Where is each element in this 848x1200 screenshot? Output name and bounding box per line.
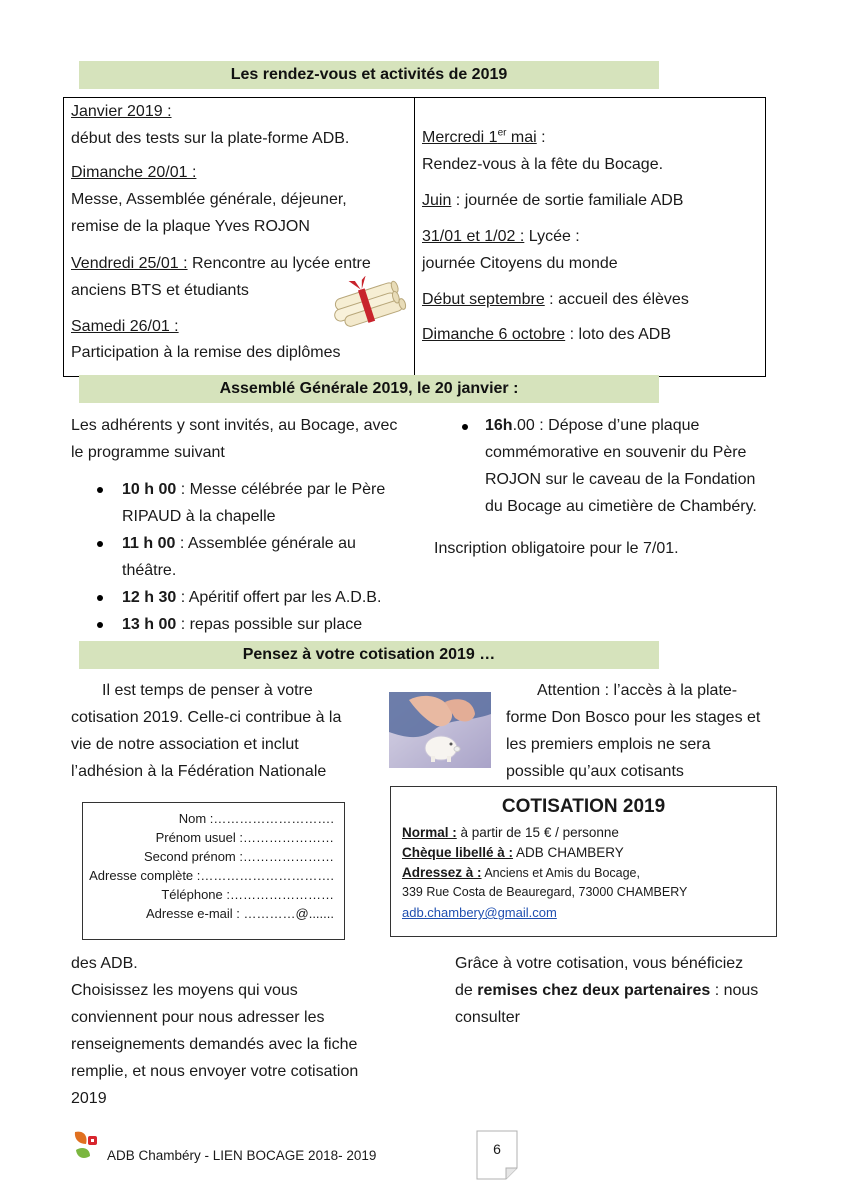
bullet-icon xyxy=(97,541,103,547)
program-time: 11 h 00 xyxy=(122,535,176,552)
intro-line: Les adhérents y sont invités, au Bocage, avec xyxy=(71,417,398,434)
cotisation-cheque xyxy=(402,843,624,862)
event-head-mai xyxy=(422,129,537,146)
para-line: Grâce à votre cotisation, vous bénéficiez xyxy=(455,955,744,972)
mai-sup: er xyxy=(497,127,507,139)
events-divider xyxy=(414,98,415,375)
para-line: consulter xyxy=(455,1009,520,1026)
program-list xyxy=(82,476,422,638)
program-item xyxy=(82,476,422,530)
para-line: remplie, et nous envoyer votre cotisation xyxy=(71,1063,359,1080)
diploma-scroll-icon xyxy=(326,276,410,328)
piggy-bank-photo xyxy=(389,692,491,768)
text-span: de xyxy=(455,982,478,999)
para-line: cotisation 2019. Celle-ci contribue à la xyxy=(71,709,342,726)
program-time-rest: .00 xyxy=(512,417,535,434)
program-text: : Apéritif offert par les A.D.B. xyxy=(176,589,382,606)
contact-form xyxy=(82,802,345,940)
event-head-lycee: 31/01 et 1/02 : xyxy=(422,228,525,245)
event-head-janvier: Janvier 2019 : xyxy=(71,103,172,120)
normal-label: Normal : xyxy=(402,825,457,840)
event-tail: Rencontre au lycée entre xyxy=(187,255,371,272)
event-tail: : accueil des élèves xyxy=(544,291,689,308)
cheque-text: ADB CHAMBERY xyxy=(513,845,624,860)
program-text: : Dépose d’une plaque xyxy=(534,417,700,434)
event-head-samedi: Samedi 26/01 : xyxy=(71,318,179,335)
cotisation-adresse xyxy=(402,863,640,883)
event-juin xyxy=(422,187,683,214)
program-text-cont: théâtre. xyxy=(122,562,177,579)
section-title-cotisation: Pensez à votre cotisation 2019 … xyxy=(79,641,659,669)
event-mai xyxy=(422,124,546,151)
section-title-rendez-vous: Les rendez-vous et activités de 2019 xyxy=(79,61,659,89)
bullet-icon xyxy=(97,487,103,493)
program-text-cont: RIPAUD à la chapelle xyxy=(122,508,276,525)
form-field-nom[interactable]: Nom :………………………. xyxy=(178,811,334,826)
event-tail: : journée de sortie familiale ADB xyxy=(451,192,684,209)
partners-bold: remises chez deux partenaires xyxy=(477,982,711,999)
program-item xyxy=(82,611,422,638)
cotisation-box xyxy=(390,786,777,937)
event-line: Messe, Assemblée générale, déjeuner, xyxy=(71,191,347,208)
form-field-second-prenom[interactable]: Second prénom :………………… xyxy=(143,849,334,864)
cheque-label: Chèque libellé à : xyxy=(402,845,514,860)
program-item-16h xyxy=(485,412,699,439)
form-field-adresse[interactable]: Adresse complète :…………………………. xyxy=(89,868,334,883)
cotisation-title: COTISATION 2019 xyxy=(501,796,666,817)
program-item xyxy=(82,530,422,584)
form-field-email[interactable]: Adresse e-mail : …………@....... xyxy=(145,906,334,921)
adresse-text: Anciens et Amis du Bocage, xyxy=(481,866,640,880)
event-tail: : loto des ADB xyxy=(565,326,672,343)
bullet-icon xyxy=(97,595,103,601)
para-line: possible qu’aux cotisants xyxy=(506,763,684,780)
email-link[interactable]: adb.chambery@gmail.com xyxy=(402,905,557,920)
event-septembre xyxy=(422,286,689,313)
para-line: renseignements demandés avec la fiche xyxy=(71,1036,358,1053)
program-text-cont: commémorative en souvenir du Père xyxy=(485,444,747,461)
form-field-telephone[interactable]: Téléphone :…………………… xyxy=(161,887,334,902)
para-line: l’adhésion à la Fédération Nationale xyxy=(71,763,327,780)
event-head-vendredi: Vendredi 25/01 : xyxy=(71,255,188,272)
event-line: Rendez-vous à la fête du Bocage. xyxy=(422,156,664,173)
para-line: vie de notre association et inclut xyxy=(71,736,299,753)
event-tail: : xyxy=(536,129,546,146)
program-time: 10 h 00 xyxy=(122,481,177,498)
event-line: Participation à la remise des diplômes xyxy=(71,344,341,361)
program-text: : repas possible sur place xyxy=(176,616,363,633)
adb-logo-icon xyxy=(72,1130,102,1164)
event-vendredi xyxy=(71,250,371,277)
event-head-loto: Dimanche 6 octobre xyxy=(422,326,566,343)
program-time: 13 h 00 xyxy=(122,616,177,633)
cotisation-normal xyxy=(402,823,619,842)
cotisation-adresse-line2: 339 Rue Costa de Beauregard, 73000 CHAMBERY xyxy=(402,885,688,899)
mai-head-text2: mai xyxy=(506,129,537,146)
para-line: forme Don Bosco pour les stages et xyxy=(506,709,761,726)
program-item xyxy=(82,584,422,611)
footer-text: ADB Chambéry - LIEN BOCAGE 2018- 2019 xyxy=(107,1148,377,1163)
para-line-partners xyxy=(455,977,758,1004)
event-head-juin: Juin xyxy=(422,192,452,209)
adresse-label: Adressez à : xyxy=(402,865,482,880)
text-span: : nous xyxy=(710,982,759,999)
section-title-assemblee: Assemblé Générale 2019, le 20 janvier : xyxy=(79,375,659,403)
para-line: Attention : l’accès à la plate- xyxy=(537,682,738,699)
bullet-icon xyxy=(462,424,468,430)
event-loto xyxy=(422,321,671,348)
form-field-prenom[interactable]: Prénom usuel :………………… xyxy=(155,830,334,845)
event-line: début des tests sur la plate-forme ADB. xyxy=(71,130,350,147)
bullet-icon xyxy=(97,622,103,628)
program-time: 12 h 30 xyxy=(122,589,177,606)
intro-line: le programme suivant xyxy=(71,444,225,461)
event-head-dimanche: Dimanche 20/01 : xyxy=(71,164,197,181)
inscription-note: Inscription obligatoire pour le 7/01. xyxy=(434,540,679,557)
event-line: journée Citoyens du monde xyxy=(422,255,618,272)
para-line: conviennent pour nous adresser les xyxy=(71,1009,325,1026)
event-tail: Lycée : xyxy=(524,228,580,245)
mai-head-text: Mercredi 1 xyxy=(422,129,498,146)
para-line: Choisissez les moyens qui vous xyxy=(71,982,298,999)
para-line: 2019 xyxy=(71,1090,107,1107)
event-line: remise de la plaque Yves ROJON xyxy=(71,218,310,235)
program-text-cont: du Bocage au cimetière de Chambéry. xyxy=(485,498,757,515)
normal-text: à partir de 15 € / personne xyxy=(456,825,619,840)
event-lycee xyxy=(422,223,580,250)
para-line: Il est temps de penser à votre xyxy=(102,682,313,699)
event-head-septembre: Début septembre xyxy=(422,291,545,308)
program-text: : Assemblée générale au xyxy=(175,535,356,552)
page-number: 6 xyxy=(493,1141,501,1157)
program-text: : Messe célébrée par le Père xyxy=(176,481,386,498)
para-line: les premiers emplois ne sera xyxy=(506,736,711,753)
program-text-cont: ROJON sur le caveau de la Fondation xyxy=(485,471,756,488)
program-time: 16h xyxy=(485,417,513,434)
para-line: des ADB. xyxy=(71,955,138,972)
event-line: anciens BTS et étudiants xyxy=(71,282,249,299)
